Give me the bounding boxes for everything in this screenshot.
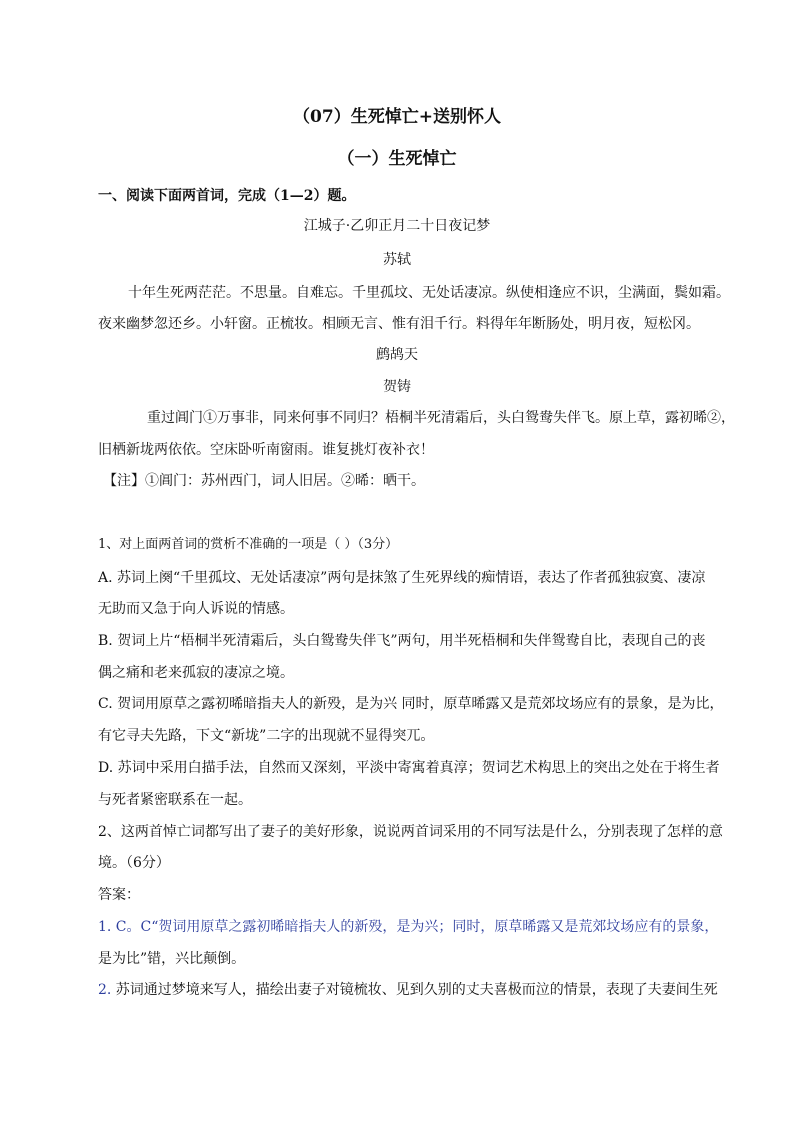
- q1-option-d-line1: D. 苏词中采用白描手法，自然而又深刻，平淡中寄寓着真淳；贺词艺术构思上的突出之处在于将生者: [98, 760, 720, 776]
- poem2-author: 贺铸: [383, 379, 411, 395]
- main-title: （07）生死悼亡+送别怀人: [293, 107, 501, 127]
- answer1-line2: 是为比”错，兴比颠倒。: [98, 951, 246, 967]
- answer1-quote: “贺词用原草之露初晞暗指夫人的新殁，是为兴；同时，原草晞露又是荒郊坟场应有的景象，: [151, 919, 719, 935]
- answer-label: 答案：: [98, 887, 140, 903]
- q2-stem-line1: 2、这两首悼亡词都写出了妻子的美好形象，说说两首词采用的不同写法是什么，分别表现了怎样的意: [98, 824, 723, 840]
- answer2-number: 2.: [98, 982, 112, 998]
- poem2-title: 鹧鸪天: [376, 347, 418, 363]
- answer1-line1: [98, 917, 718, 937]
- poem1-title: 江城子·乙卯正月二十日夜记梦: [303, 218, 491, 234]
- answer2-text: 苏词通过梦境来写人，描绘出妻子对镜梳妆、见到久别的丈夫喜极而泣的情景，表现了夫妻间生死: [111, 982, 718, 998]
- q1-stem: 1、对上面两首词的赏析不准确的一项是（ ）（3分）: [98, 537, 399, 552]
- sub-title: （一）生死悼亡: [337, 149, 457, 169]
- q1-option-c-line2: 有它寻夫先路，下文“新垅”二字的出现就不显得突兀。: [98, 728, 435, 744]
- q1-option-d-line2: 与死者紧密联系在一起。: [98, 792, 252, 808]
- q2-stem-line2: 境。（6分）: [98, 855, 170, 871]
- poem1-line1: 十年生死两茫茫。不思量。自难忘。千里孤坟、无处话凄凉。纵使相逢应不识，尘满面，鬓如霜。: [128, 285, 730, 301]
- poem2-line2: 旧栖新垅两依依。空床卧听南窗雨。谁复挑灯夜补衣！: [98, 442, 434, 458]
- q1-option-a-line2: 无助而又急于向人诉说的情感。: [98, 601, 294, 617]
- answer2-line1: [98, 980, 718, 1000]
- poem2-line1: 重过阊门①万事非，同来何事不同归？梧桐半死清霜后，头白鸳鸯失伴飞。原上草，露初晞②，: [147, 410, 735, 426]
- poem1-author: 苏轼: [383, 252, 411, 268]
- answer1-prefix: 1. C。C: [98, 919, 152, 935]
- annotation-note: 【注】①阊门：苏州西门，词人旧居。②晞：晒干。: [103, 473, 425, 489]
- q1-option-b-line2: 偶之痛和老来孤寂的凄凉之境。: [98, 665, 294, 681]
- section-heading: 一、阅读下面两首词，完成（1—2）题。: [98, 188, 356, 204]
- q1-option-a-line1: A. 苏词上阕“千里孤坟、无处话凄凉”两句是抹煞了生死界线的痴情语，表达了作者孤独寂寞、凄凉: [98, 570, 706, 586]
- q1-option-b-line1: B. 贺词上片“梧桐半死清霜后，头白鸳鸯失伴飞”两句，用半死梧桐和失伴鸳鸯自比，表现自己的丧: [98, 633, 706, 649]
- poem1-line2: 夜来幽梦忽还乡。小轩窗。正梳妆。相顾无言、惟有泪千行。料得年年断肠处，明月夜，短松冈。: [98, 316, 700, 332]
- q1-option-c-line1: C. 贺词用原草之露初晞暗指夫人的新殁，是为兴 同时，原草晞露又是荒郊坟场应有的景象，是为比，: [98, 696, 724, 712]
